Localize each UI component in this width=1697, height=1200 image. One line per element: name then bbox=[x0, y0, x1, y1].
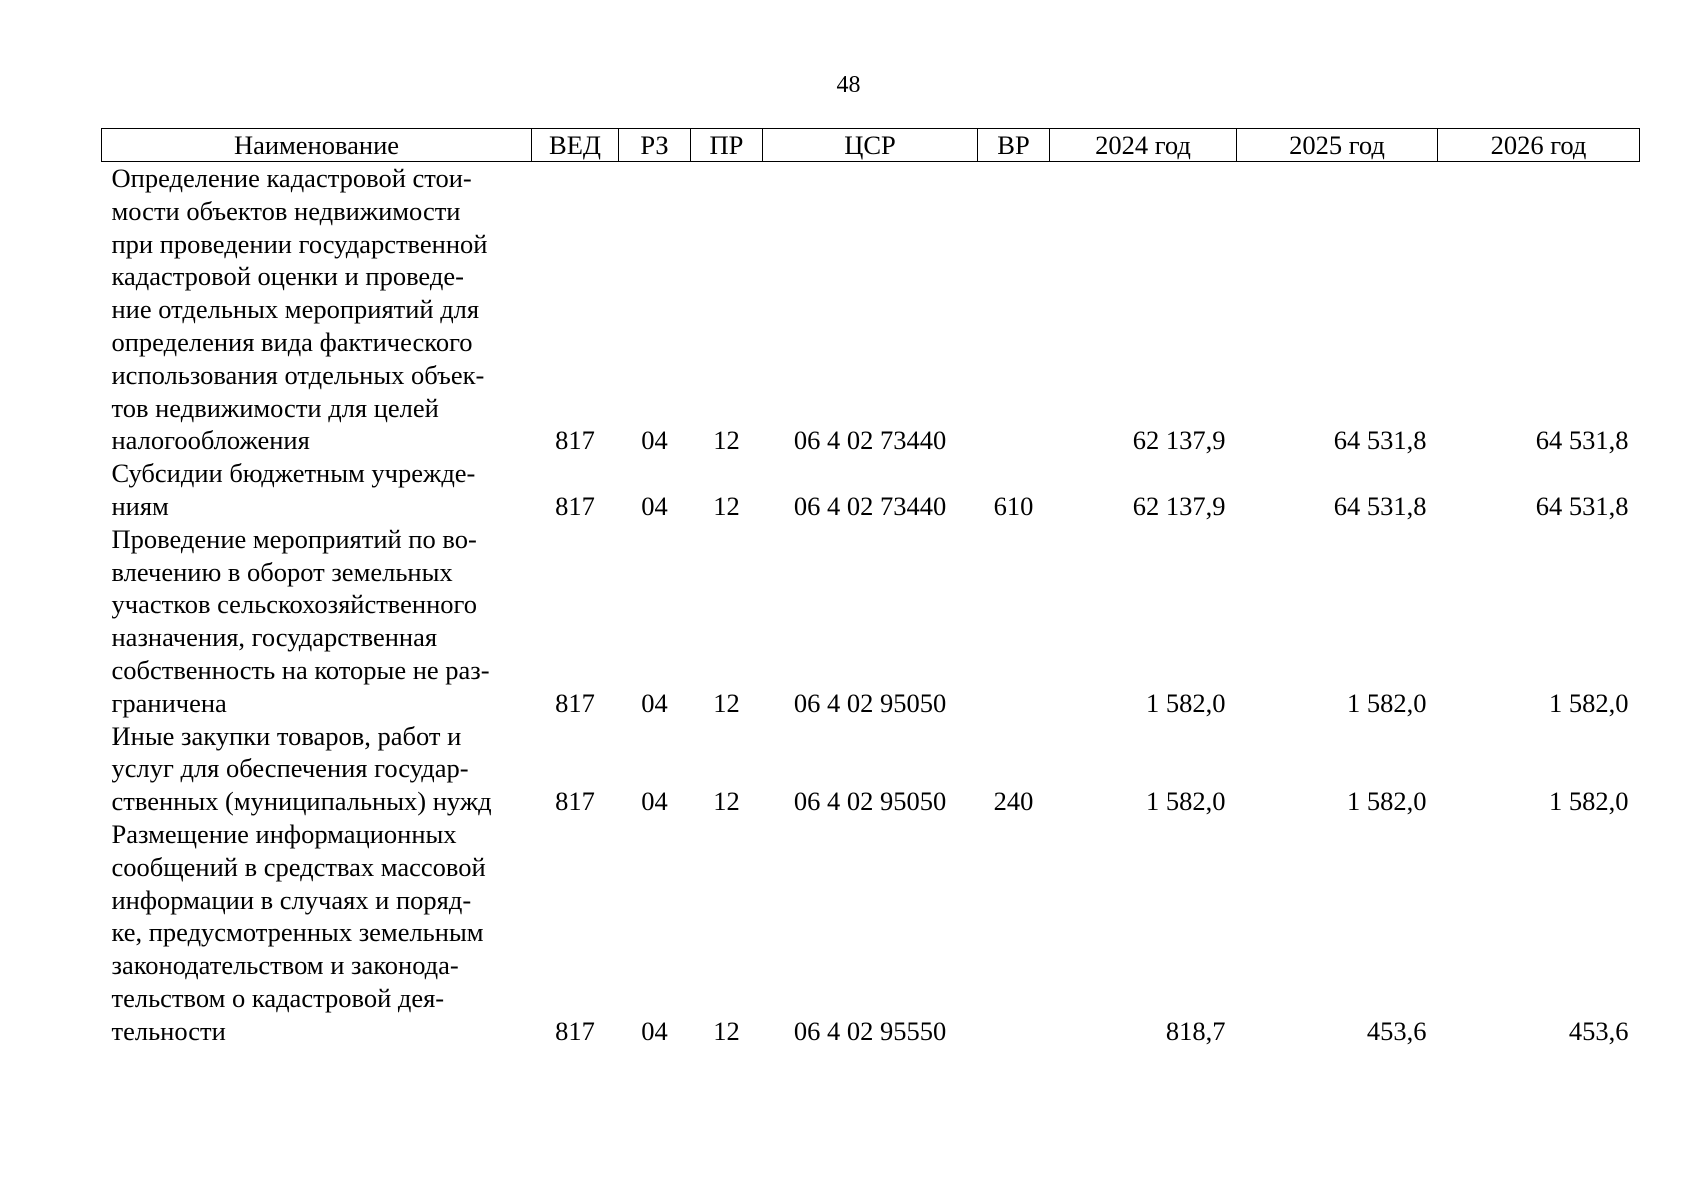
header-csr: ЦСР bbox=[763, 129, 978, 162]
pr-cell: 12 bbox=[713, 687, 740, 718]
name-line: Размещение информационных bbox=[111, 818, 457, 849]
pr-cell: 12 bbox=[713, 1015, 740, 1046]
pr-cell: 12 bbox=[713, 425, 740, 456]
name-cell bbox=[102, 457, 532, 523]
table-row bbox=[102, 162, 1640, 458]
rz-cell: 04 bbox=[641, 1015, 668, 1046]
name-line: влечению в оборот земельных bbox=[111, 556, 453, 587]
ved-cell: 817 bbox=[555, 425, 595, 456]
name-line: собственность на которые не раз- bbox=[111, 654, 490, 685]
rz-cell: 04 bbox=[641, 490, 668, 521]
amount-2026-cell: 64 531,8 bbox=[1535, 490, 1629, 521]
ved-cell: 817 bbox=[555, 786, 595, 817]
vr-cell bbox=[978, 162, 1050, 458]
table-row bbox=[102, 720, 1640, 818]
name-line: мости объектов недвижимости bbox=[111, 195, 461, 226]
ved-cell: 817 bbox=[555, 687, 595, 718]
name-line: тов недвижимости для целей bbox=[111, 392, 439, 423]
rz-cell: 04 bbox=[641, 786, 668, 817]
table-header-row bbox=[102, 129, 1640, 162]
name-line: Определение кадастровой стои- bbox=[111, 163, 472, 193]
name-line: тельности bbox=[111, 1015, 226, 1046]
amount-2026-cell: 64 531,8 bbox=[1535, 425, 1629, 456]
header-ved: ВЕД bbox=[532, 129, 619, 162]
name-line: кадастровой оценки и проведе- bbox=[111, 261, 464, 292]
header-2025: 2025 год bbox=[1237, 129, 1438, 162]
vr-cell bbox=[978, 523, 1050, 720]
amount-2024-cell: 1 582,0 bbox=[1146, 786, 1226, 817]
header-2026: 2026 год bbox=[1438, 129, 1640, 162]
name-line: налогообложения bbox=[111, 425, 310, 456]
name-cell bbox=[102, 720, 532, 818]
amount-2026-cell: 1 582,0 bbox=[1549, 786, 1629, 817]
csr-cell: 06 4 02 95050 bbox=[793, 687, 947, 718]
name-cell bbox=[102, 523, 532, 720]
rz-cell: 04 bbox=[641, 687, 668, 718]
amount-2025-cell: 64 531,8 bbox=[1333, 490, 1427, 521]
name-line: Иные закупки товаров, работ и bbox=[111, 720, 462, 751]
name-line: информации в случаях и поряд- bbox=[111, 884, 472, 915]
name-cell bbox=[102, 818, 532, 1048]
name-line: Субсидии бюджетным учрежде- bbox=[111, 458, 476, 489]
csr-cell: 06 4 02 73440 bbox=[793, 490, 947, 521]
name-line: граничена bbox=[111, 687, 227, 718]
name-line: услуг для обеспечения государ- bbox=[111, 753, 469, 784]
name-line: Проведение мероприятий по во- bbox=[111, 523, 477, 554]
name-line: при проведении государственной bbox=[111, 228, 488, 259]
vr-cell: 610 bbox=[993, 490, 1034, 521]
rz-cell: 04 bbox=[641, 425, 668, 456]
table-row bbox=[102, 457, 1640, 523]
header-name: Наименование bbox=[102, 129, 532, 162]
ved-cell: 817 bbox=[555, 490, 595, 521]
ved-cell: 817 bbox=[555, 1015, 595, 1046]
budget-table bbox=[101, 128, 1640, 1048]
page-number: 48 bbox=[836, 72, 861, 98]
name-line: сообщений в средствах массовой bbox=[111, 851, 486, 882]
name-line: ке, предусмотренных земельным bbox=[111, 917, 484, 948]
amount-2025-cell: 1 582,0 bbox=[1347, 687, 1427, 718]
amount-2026-cell: 1 582,0 bbox=[1549, 687, 1629, 718]
amount-2026-cell: 453,6 bbox=[1568, 1015, 1629, 1046]
name-line: участков сельскохозяйственного bbox=[111, 589, 478, 620]
table-body bbox=[102, 162, 1640, 1048]
csr-cell: 06 4 02 95550 bbox=[793, 1015, 947, 1046]
header-2024: 2024 год bbox=[1050, 129, 1237, 162]
header-pr: ПР bbox=[691, 129, 763, 162]
pr-cell: 12 bbox=[713, 786, 740, 817]
csr-cell: 06 4 02 95050 bbox=[793, 786, 947, 817]
amount-2024-cell: 62 137,9 bbox=[1132, 425, 1226, 456]
amount-2024-cell: 818,7 bbox=[1165, 1015, 1226, 1046]
name-line: тельством о кадастровой дея- bbox=[111, 982, 445, 1013]
name-line: законодательством и законода- bbox=[111, 950, 459, 981]
name-line: назначения, государственная bbox=[111, 622, 438, 653]
header-vr: ВР bbox=[978, 129, 1050, 162]
vr-cell: 240 bbox=[993, 786, 1034, 817]
amount-2025-cell: 1 582,0 bbox=[1347, 786, 1427, 817]
amount-2025-cell: 453,6 bbox=[1366, 1015, 1427, 1046]
csr-cell: 06 4 02 73440 bbox=[793, 425, 947, 456]
table-row bbox=[102, 523, 1640, 720]
name-line: ниям bbox=[111, 490, 169, 521]
vr-cell bbox=[978, 818, 1050, 1048]
header-rz: РЗ bbox=[619, 129, 691, 162]
table-row bbox=[102, 818, 1640, 1048]
amount-2025-cell: 64 531,8 bbox=[1333, 425, 1427, 456]
name-cell bbox=[102, 162, 532, 458]
name-line: ние отдельных мероприятий для bbox=[111, 294, 480, 325]
amount-2024-cell: 62 137,9 bbox=[1132, 490, 1226, 521]
name-line: использования отдельных объек- bbox=[111, 359, 485, 390]
amount-2024-cell: 1 582,0 bbox=[1146, 687, 1226, 718]
pr-cell: 12 bbox=[713, 490, 740, 521]
name-line: ственных (муниципальных) нужд bbox=[111, 786, 492, 817]
name-line: определения вида фактического bbox=[111, 326, 473, 357]
